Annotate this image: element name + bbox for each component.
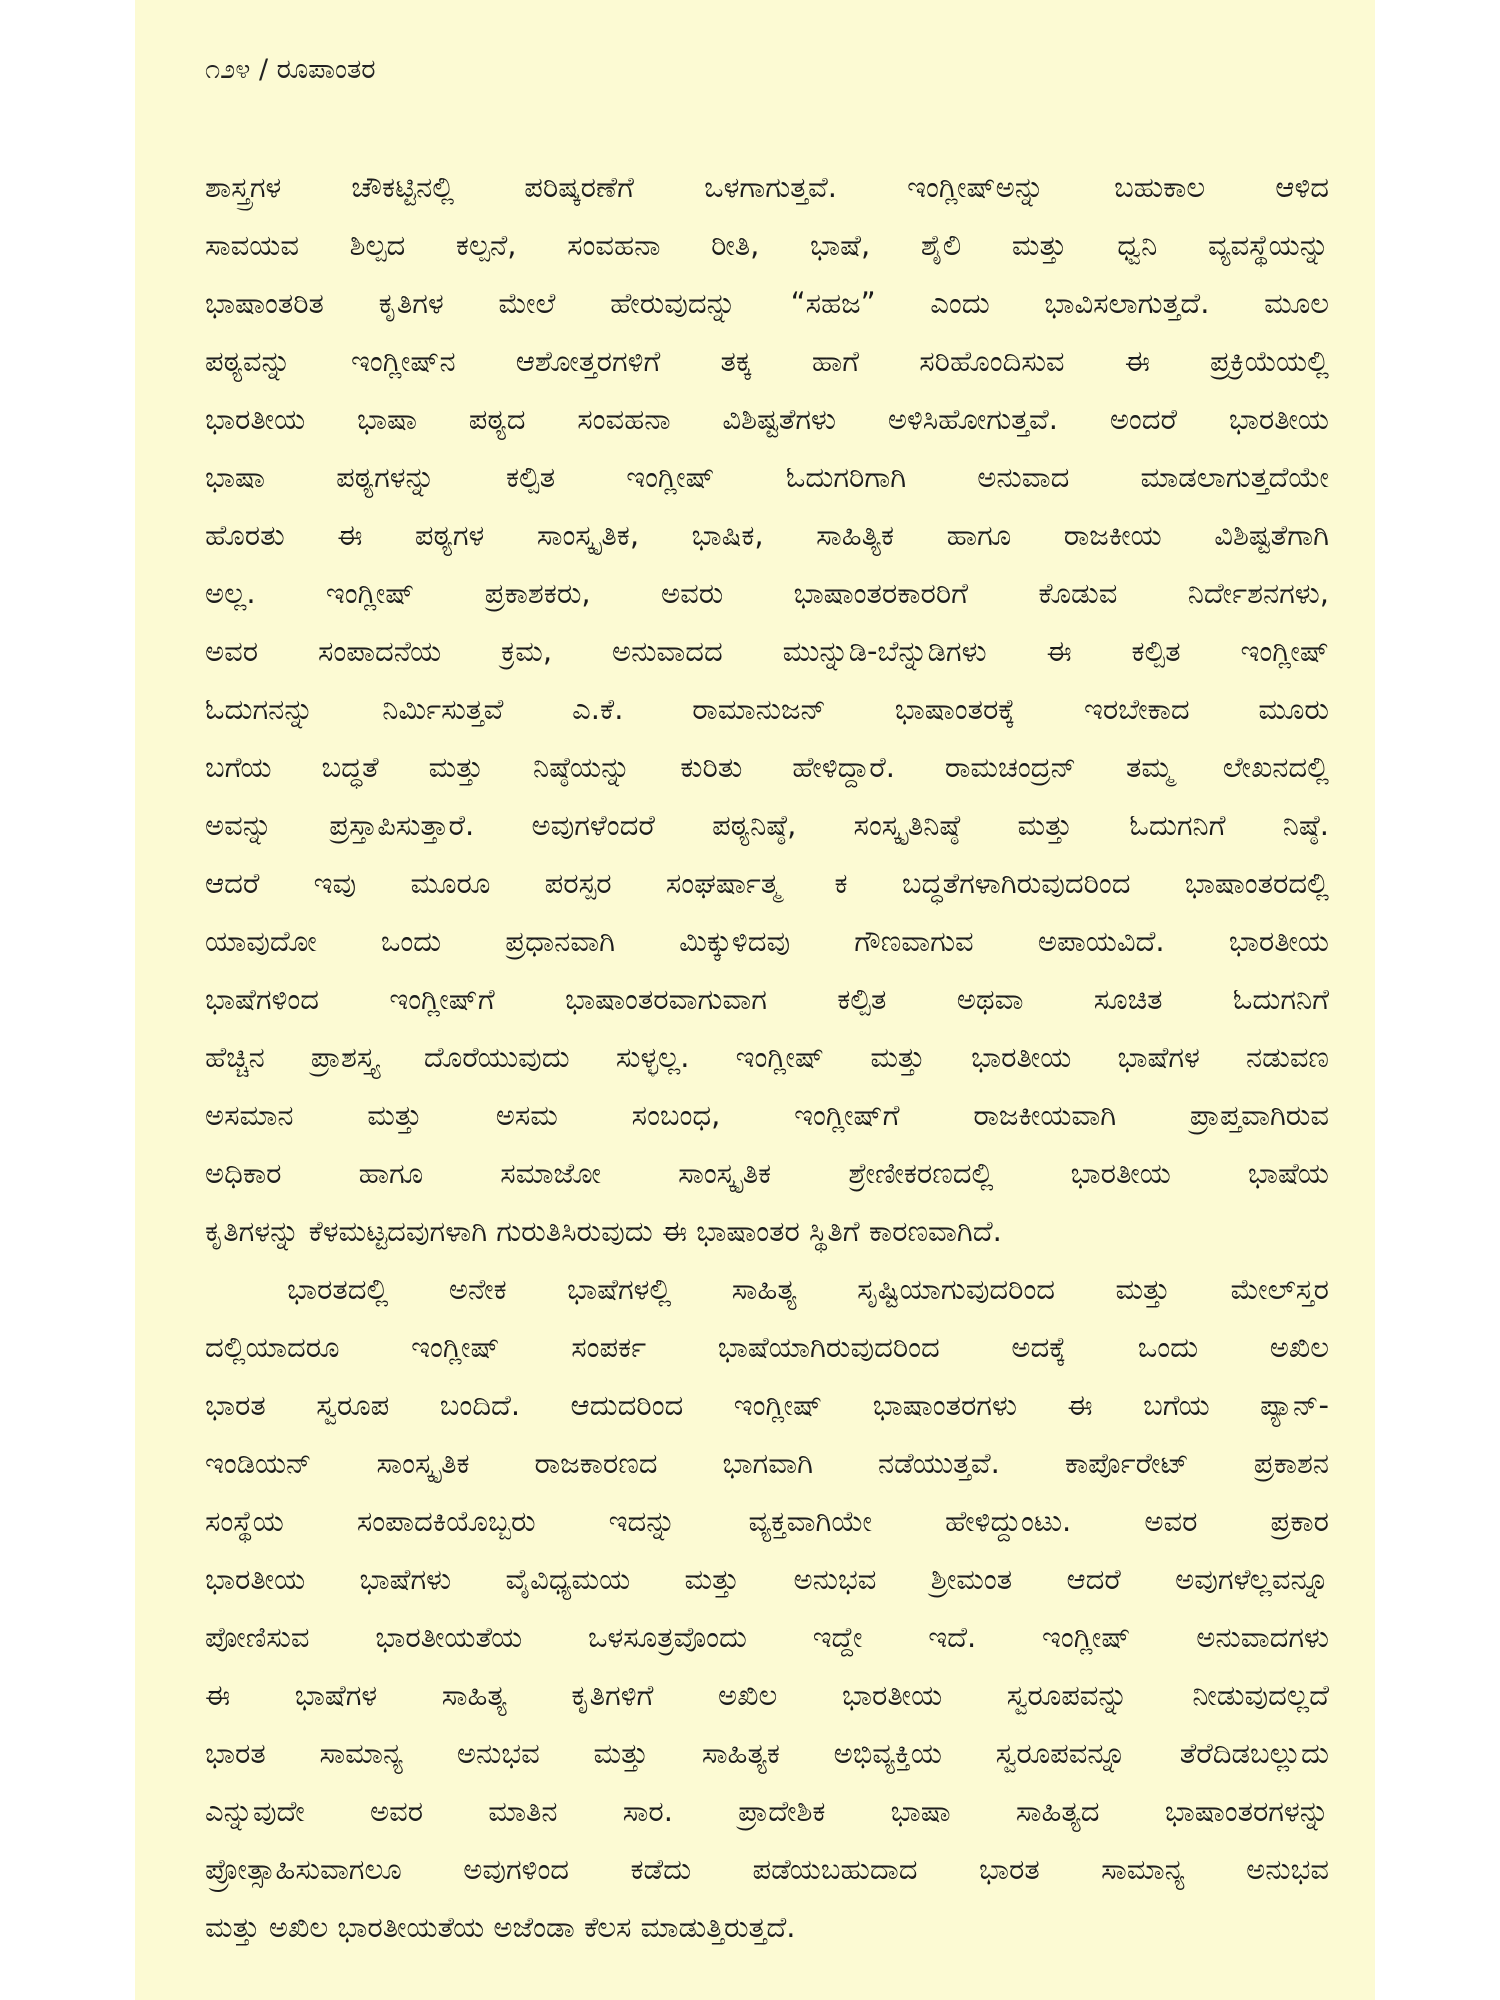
- text-line: ಓದುಗನನ್ನು ನಿರ್ಮಿಸುತ್ತವೆ ಎ.ಕೆ. ರಾಮಾನುಜನ್ ಭಾಷಾಂತರಕ್ಕೆ ಇರಬೇಕಾದ ಮೂರು: [205, 692, 1329, 726]
- header-separator: /: [258, 54, 269, 85]
- text-line: ಅಧಿಕಾರ ಹಾಗೂ ಸಮಾಜೋ ಸಾಂಸ್ಕೃತಿಕ ಶ್ರೇಣೀಕರಣದಲ್ಲಿ ಭಾರತೀಯ ಭಾಷೆಯ: [205, 1156, 1329, 1190]
- text-line: ಸಂಸ್ಥೆಯ ಸಂಪಾದಕಿಯೊಬ್ಬರು ಇದನ್ನು ವ್ಯಕ್ತವಾಗಿಯೇ ಹೇಳಿದ್ದುಂಟು. ಅವರ ಪ್ರಕಾರ: [205, 1504, 1329, 1538]
- text-line: ಪಠ್ಯವನ್ನು ಇಂಗ್ಲೀಷ್‌ನ ಆಶೋತ್ತರಗಳಿಗೆ ತಕ್ಕ ಹಾಗೆ ಸರಿಹೊಂದಿಸುವ ಈ ಪ್ರಕ್ರಿಯೆಯಲ್ಲಿ: [205, 344, 1329, 378]
- running-title: ರೂಪಾಂತರ: [276, 54, 376, 85]
- running-header: [205, 50, 376, 90]
- text-line: ಮತ್ತು ಅಖಿಲ ಭಾರತೀಯತೆಯ ಅಜೆಂಡಾ ಕೆಲಸ ಮಾಡುತ್ತಿರುತ್ತದೆ.: [205, 1910, 796, 1944]
- text-line: ಭಾರತದಲ್ಲಿ ಅನೇಕ ಭಾಷೆಗಳಲ್ಲಿ ಸಾಹಿತ್ಯ ಸೃಷ್ಟಿಯಾಗುವುದರಿಂದ ಮತ್ತು ಮೇಲ್‌ಸ್ತರ: [287, 1272, 1329, 1306]
- text-line: ಭಾರತ ಸಾಮಾನ್ಯ ಅನುಭವ ಮತ್ತು ಸಾಹಿತ್ಯಕ ಅಭಿವ್ಯಕ್ತಿಯ ಸ್ವರೂಪವನ್ನೂ ತೆರೆದಿಡಬಲ್ಲುದು: [205, 1736, 1329, 1770]
- paragraph: [205, 1260, 1329, 1956]
- text-line: ಪ್ರೋತ್ಸಾಹಿಸುವಾಗಲೂ ಅವುಗಳಿಂದ ಕಡೆದು ಪಡೆಯಬಹುದಾದ ಭಾರತ ಸಾಮಾನ್ಯ ಅನುಭವ: [205, 1852, 1329, 1886]
- text-line: ಹೆಚ್ಚಿನ ಪ್ರಾಶಸ್ತ್ಯ ದೊರೆಯುವುದು ಸುಳ್ಳಲ್ಲ. ಇಂಗ್ಲೀಷ್ ಮತ್ತು ಭಾರತೀಯ ಭಾಷೆಗಳ ನಡುವಣ: [205, 1040, 1329, 1074]
- text-line: ಭಾಷೆಗಳಿಂದ ಇಂಗ್ಲೀಷ್‌ಗೆ ಭಾಷಾಂತರವಾಗುವಾಗ ಕಲ್ಪಿತ ಅಥವಾ ಸೂಚಿತ ಓದುಗನಿಗೆ: [205, 982, 1329, 1016]
- text-line: ಅಲ್ಲ. ಇಂಗ್ಲೀಷ್ ಪ್ರಕಾಶಕರು, ಅವರು ಭಾಷಾಂತರಕಾರರಿಗೆ ಕೊಡುವ ನಿರ್ದೇಶನಗಳು,: [205, 576, 1329, 610]
- text-line: ಇಂಡಿಯನ್ ಸಾಂಸ್ಕೃತಿಕ ರಾಜಕಾರಣದ ಭಾಗವಾಗಿ ನಡೆಯುತ್ತವೆ. ಕಾರ್ಪೊರೇಟ್ ಪ್ರಕಾಶನ: [205, 1446, 1329, 1480]
- text-line: ಪೋಣಿಸುವ ಭಾರತೀಯತೆಯ ಒಳಸೂತ್ರವೊಂದು ಇದ್ದೇ ಇದೆ. ಇಂಗ್ಲೀಷ್ ಅನುವಾದಗಳು: [205, 1620, 1329, 1654]
- text-line: ಯಾವುದೋ ಒಂದು ಪ್ರಧಾನವಾಗಿ ಮಿಕ್ಕುಳಿದವು ಗೌಣವಾಗುವ ಅಪಾಯವಿದೆ. ಭಾರತೀಯ: [205, 924, 1329, 958]
- text-line: ಭಾರತೀಯ ಭಾಷೆಗಳು ವೈವಿಧ್ಯಮಯ ಮತ್ತು ಅನುಭವ ಶ್ರೀಮಂತ ಆದರೆ ಅವುಗಳೆಲ್ಲವನ್ನೂ: [205, 1562, 1329, 1596]
- text-line: ಕೃತಿಗಳನ್ನು ಕೆಳಮಟ್ಟದವುಗಳಾಗಿ ಗುರುತಿಸಿರುವುದು ಈ ಭಾಷಾಂತರ ಸ್ಥಿತಿಗೆ ಕಾರಣವಾಗಿದೆ.: [205, 1214, 1002, 1248]
- paragraph: [205, 158, 1329, 1260]
- text-line: ಭಾಷಾ ಪಠ್ಯಗಳನ್ನು ಕಲ್ಪಿತ ಇಂಗ್ಲೀಷ್ ಓದುಗರಿಗಾಗಿ ಅನುವಾದ ಮಾಡಲಾಗುತ್ತದೆಯೇ: [205, 460, 1329, 494]
- text-line: ಶಾಸ್ತ್ರಗಳ ಚೌಕಟ್ಟಿನಲ್ಲಿ ಪರಿಷ್ಕರಣೆಗೆ ಒಳಗಾಗುತ್ತವೆ. ಇಂಗ್ಲೀಷ್‌ಅನ್ನು ಬಹುಕಾಲ ಆಳಿದ: [205, 170, 1329, 204]
- text-line: ಭಾರತ ಸ್ವರೂಪ ಬಂದಿದೆ. ಆದುದರಿಂದ ಇಂಗ್ಲೀಷ್ ಭಾಷಾಂತರಗಳು ಈ ಬಗೆಯ ಪ್ಯಾನ್-: [205, 1388, 1329, 1422]
- text-line: ದಲ್ಲಿಯಾದರೂ ಇಂಗ್ಲೀಷ್ ಸಂಪರ್ಕ ಭಾಷೆಯಾಗಿರುವುದರಿಂದ ಅದಕ್ಕೆ ಒಂದು ಅಖಿಲ: [205, 1330, 1329, 1364]
- page-body: [205, 158, 1329, 1956]
- text-line: ಭಾಷಾಂತರಿತ ಕೃತಿಗಳ ಮೇಲೆ ಹೇರುವುದನ್ನು “ಸಹಜ” ಎಂದು ಭಾವಿಸಲಾಗುತ್ತದೆ. ಮೂಲ: [205, 286, 1329, 320]
- text-line: ಈ ಭಾಷೆಗಳ ಸಾಹಿತ್ಯ ಕೃತಿಗಳಿಗೆ ಅಖಿಲ ಭಾರತೀಯ ಸ್ವರೂಪವನ್ನು ನೀಡುವುದಲ್ಲದೆ: [205, 1678, 1329, 1712]
- text-line: ಬಗೆಯ ಬದ್ಧತೆ ಮತ್ತು ನಿಷ್ಠೆಯನ್ನು ಕುರಿತು ಹೇಳಿದ್ದಾರೆ. ರಾಮಚಂದ್ರನ್ ತಮ್ಮ ಲೇಖನದಲ್ಲಿ: [205, 750, 1329, 784]
- text-line: ಅವನ್ನು ಪ್ರಸ್ತಾಪಿಸುತ್ತಾರೆ. ಅವುಗಳೆಂದರೆ ಪಠ್ಯನಿಷ್ಠೆ, ಸಂಸ್ಕೃತಿನಿಷ್ಠೆ ಮತ್ತು ಓದುಗನಿಗೆ ನಿಷ್ಠೆ.: [205, 808, 1329, 842]
- text-line: ಆದರೆ ಇವು ಮೂರೂ ಪರಸ್ಪರ ಸಂಘರ್ಷಾತ್ಮ ಕ ಬದ್ಧತೆಗಳಾಗಿರುವುದರಿಂದ ಭಾಷಾಂತರದಲ್ಲಿ: [205, 866, 1329, 900]
- text-line: ಅವರ ಸಂಪಾದನೆಯ ಕ್ರಮ, ಅನುವಾದದ ಮುನ್ನುಡಿ-ಬೆನ್ನುಡಿಗಳು ಈ ಕಲ್ಪಿತ ಇಂಗ್ಲೀಷ್: [205, 634, 1329, 668]
- text-line: ಅಸಮಾನ ಮತ್ತು ಅಸಮ ಸಂಬಂಧ, ಇಂಗ್ಲೀಷ್‌ಗೆ ರಾಜಕೀಯವಾಗಿ ಪ್ರಾಪ್ತವಾಗಿರುವ: [205, 1098, 1329, 1132]
- text-line: ಹೊರತು ಈ ಪಠ್ಯಗಳ ಸಾಂಸ್ಕೃತಿಕ, ಭಾಷಿಕ, ಸಾಹಿತ್ಯಿಕ ಹಾಗೂ ರಾಜಕೀಯ ವಿಶಿಷ್ಟತೆಗಾಗಿ: [205, 518, 1329, 552]
- text-line: ಸಾವಯವ ಶಿಲ್ಪದ ಕಲ್ಪನೆ, ಸಂವಹನಾ ರೀತಿ, ಭಾಷೆ, ಶೈಲಿ ಮತ್ತು ಧ್ವನಿ ವ್ಯವಸ್ಥೆಯನ್ನು: [205, 228, 1329, 262]
- page-number: ೧೨೪: [205, 54, 251, 85]
- text-line: ಭಾರತೀಯ ಭಾಷಾ ಪಠ್ಯದ ಸಂವಹನಾ ವಿಶಿಷ್ಟತೆಗಳು ಅಳಿಸಿಹೋಗುತ್ತವೆ. ಅಂದರೆ ಭಾರತೀಯ: [205, 402, 1329, 436]
- text-line: ಎನ್ನುವುದೇ ಅವರ ಮಾತಿನ ಸಾರ. ಪ್ರಾದೇಶಿಕ ಭಾಷಾ ಸಾಹಿತ್ಯದ ಭಾಷಾಂತರಗಳನ್ನು: [205, 1794, 1329, 1828]
